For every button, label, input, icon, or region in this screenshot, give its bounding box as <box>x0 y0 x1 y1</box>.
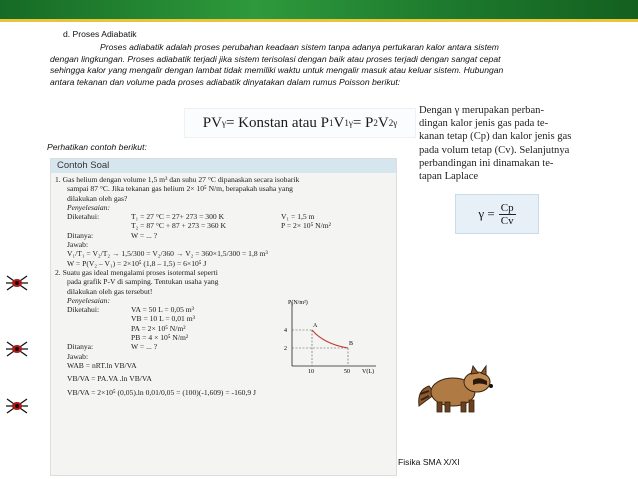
example-header: Contoh Soal <box>51 159 396 173</box>
paragraph-line-3: sehingga kalor yang mengalir dengan lambat tidak memiliki waktu untuk mengalir masuk atau keluar sistem. Hubungan <box>50 65 504 75</box>
paragraph-line-2: dengan lingkungan. Proses adiabatik terjadi jika sistem terisolasi dengan baik atau proses terjadi dengan sangat cepat <box>50 53 501 64</box>
graph-point-a: A <box>313 323 318 329</box>
pv-graph <box>280 296 380 374</box>
graph-tick-y2: 2 <box>284 346 287 352</box>
laplace-line-5: perbandingan ini dinamakan te- <box>419 157 554 169</box>
intro-paragraph <box>50 42 602 88</box>
example-body: 1. Gas helium dengan volume 1,5 m³ dan suhu 27 °C dipanaskan secara isobarik sampai 87 °C. Jika tekanan gas helium 2× 10⁵ N/m, berapakah usaha yang dilakukan oleh gas? Penyelesaian: Diketahui: T₁ = 27 °C = 27+ 273 = 300 K V₁ = 1,5 m T₂ = 87 °C + 87 + 273 = 360 K P = 2× 10⁵ N/m² Ditanya: W = ... ? Jawab: V₁/T₁ = V₂/T₂ → 1,5/300 = V₂/360 → V₂ = 360×1,5/300 = 1,8 m³ W = P(V₂ – V₁) = 2×10⁵ (1,8 – 1,5) = 6×10⁵ J 2. Suatu gas ideal mengalami proses isotermal seperti pada grafik P-V di samping. Tentukan usaha yang dilakukan oleh gas tersebut! Penyelesaian: Diketahui: VA = 50 L = 0,05 m³ VB = 10 L = 0,01 m³ PA = 2× 10⁵ N/m² PB = 4 × 10⁵ N/m² Ditanya: W = ... ? Jawab: WAB = nRT.ln VB/VA VB/VA = PA.VA .ln VB/VA VB/VA = 2×10⁵ (0,05).ln 0,01/0,05 = (100)(-1,609) = -160,9 J <box>55 175 331 397</box>
laplace-line-1: Dengan γ merupakan perban- <box>419 105 544 116</box>
spider-icon <box>5 338 29 360</box>
section-heading: d. Proses Adiabatik <box>63 29 137 39</box>
spider-icon <box>5 272 29 294</box>
paragraph-line-4: antara tekanan dan volume pada proses adiabatik dinyatakan dalam rumus Poisson berikut: <box>50 76 401 87</box>
graph-y-label: P(N/m²) <box>288 300 308 306</box>
laplace-line-6: tapan Laplace <box>419 171 479 183</box>
laplace-line-4: pada volum tetap (Cv). Selanjutnya <box>419 144 570 156</box>
footer-label: Fisika SMA X/XI <box>398 457 460 467</box>
graph-tick-x50: 50 <box>344 369 350 374</box>
graph-isothermal-curve <box>312 330 348 348</box>
graph-x-label: V(L) <box>362 369 374 374</box>
top-banner <box>0 0 638 22</box>
raccoon-illustration <box>415 360 500 414</box>
laplace-description <box>419 104 597 183</box>
graph-tick-x10: 10 <box>308 369 314 374</box>
laplace-line-2: dingan kalor jenis gas pada te- <box>419 118 549 130</box>
laplace-formula: γ = $\frac{Cp}{Cv}$ <box>455 194 539 234</box>
graph-tick-y4: 4 <box>284 328 287 334</box>
top-banner-stripe <box>0 19 638 22</box>
poisson-formula: PV γ = Konstan atau P 1 V 1 γ = P 2 V 2 γ <box>184 108 416 138</box>
example-intro: Perhatikan contoh berikut: <box>47 142 147 152</box>
laplace-fraction: $\frac{Cp}{Cv}$ <box>500 201 514 227</box>
paragraph-line-1: Proses adiabatik adalah proses perubahan keadaan sistem tanpa adanya pertukaran kalor antara sistem <box>100 42 499 52</box>
top-banner-gradient <box>0 0 638 19</box>
graph-point-b: B <box>349 341 354 347</box>
spider-icon <box>5 395 29 417</box>
laplace-line-3: kanan tetap (Cp) dan kalor jenis gas <box>419 131 572 143</box>
